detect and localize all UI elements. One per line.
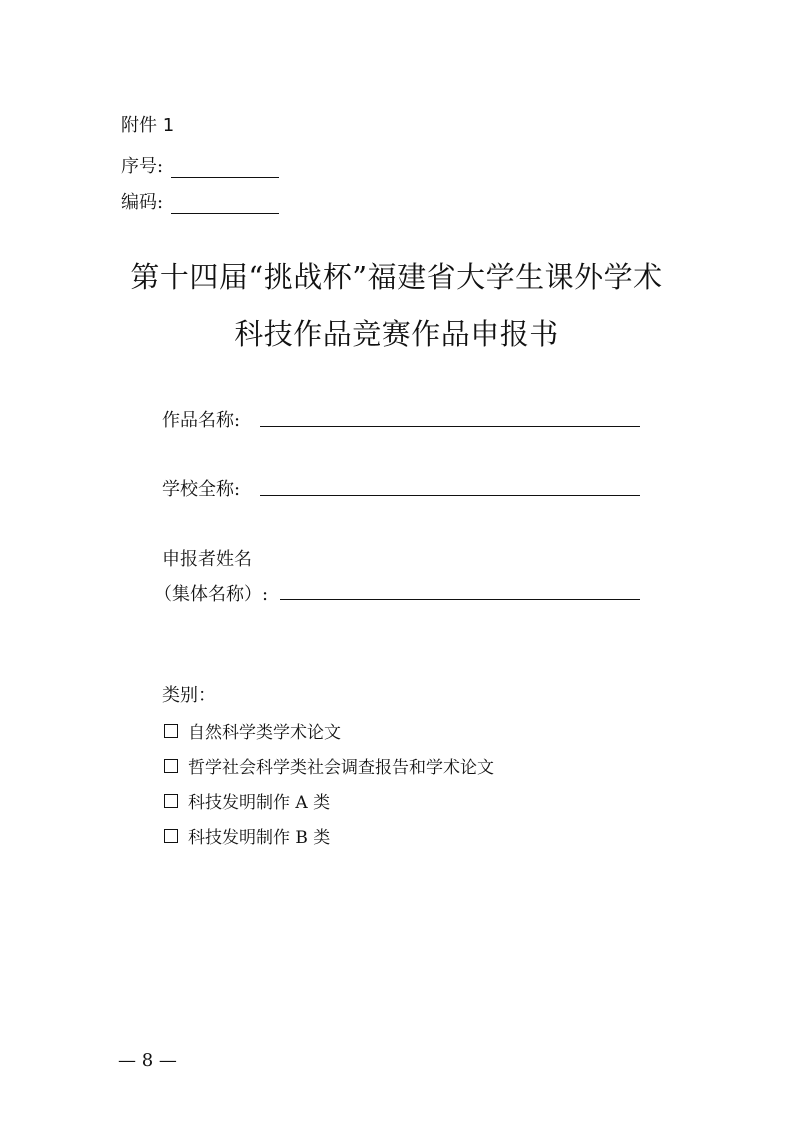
category-option[interactable] — [162, 753, 494, 778]
serial-number-field[interactable] — [171, 159, 279, 178]
category-option[interactable] — [162, 823, 330, 848]
category-option[interactable] — [162, 718, 341, 743]
applicant-name-field[interactable] — [280, 599, 640, 600]
category-option-label: 科技发明制作 A 类 — [188, 793, 331, 813]
work-name-label: 作品名称: — [162, 410, 241, 431]
school-name-label: 学校全称: — [162, 479, 241, 500]
work-name-field[interactable] — [260, 426, 640, 427]
serial-number-label: 序号: — [121, 156, 164, 177]
group-name-label: （集体名称）: — [154, 584, 269, 605]
school-name-field[interactable] — [260, 495, 640, 496]
code-row — [121, 188, 279, 214]
applicant-name-label: 申报者姓名 — [162, 549, 252, 570]
code-label: 编码: — [121, 192, 164, 213]
category-option-label: 哲学社会科学类社会调查报告和学术论文 — [188, 758, 494, 778]
category-option-label: 科技发明制作 B 类 — [188, 828, 331, 848]
serial-number-row — [121, 152, 279, 178]
attachment-label: 附件 1 — [121, 115, 175, 136]
checkbox[interactable] — [164, 759, 178, 773]
checkbox[interactable] — [164, 794, 178, 808]
category-option-label: 自然科学类学术论文 — [188, 723, 341, 743]
checkbox[interactable] — [164, 724, 178, 738]
page-number: — 8 — — [118, 1050, 177, 1071]
category-heading: 类别： — [162, 685, 216, 706]
document-title-line-1: 第十四届“挑战杯”福建省大学生课外学术 — [130, 260, 663, 294]
document-title-line-2: 科技作品竞赛作品申报书 — [234, 317, 559, 351]
category-option[interactable] — [162, 788, 330, 813]
checkbox[interactable] — [164, 829, 178, 843]
code-field[interactable] — [171, 195, 279, 214]
